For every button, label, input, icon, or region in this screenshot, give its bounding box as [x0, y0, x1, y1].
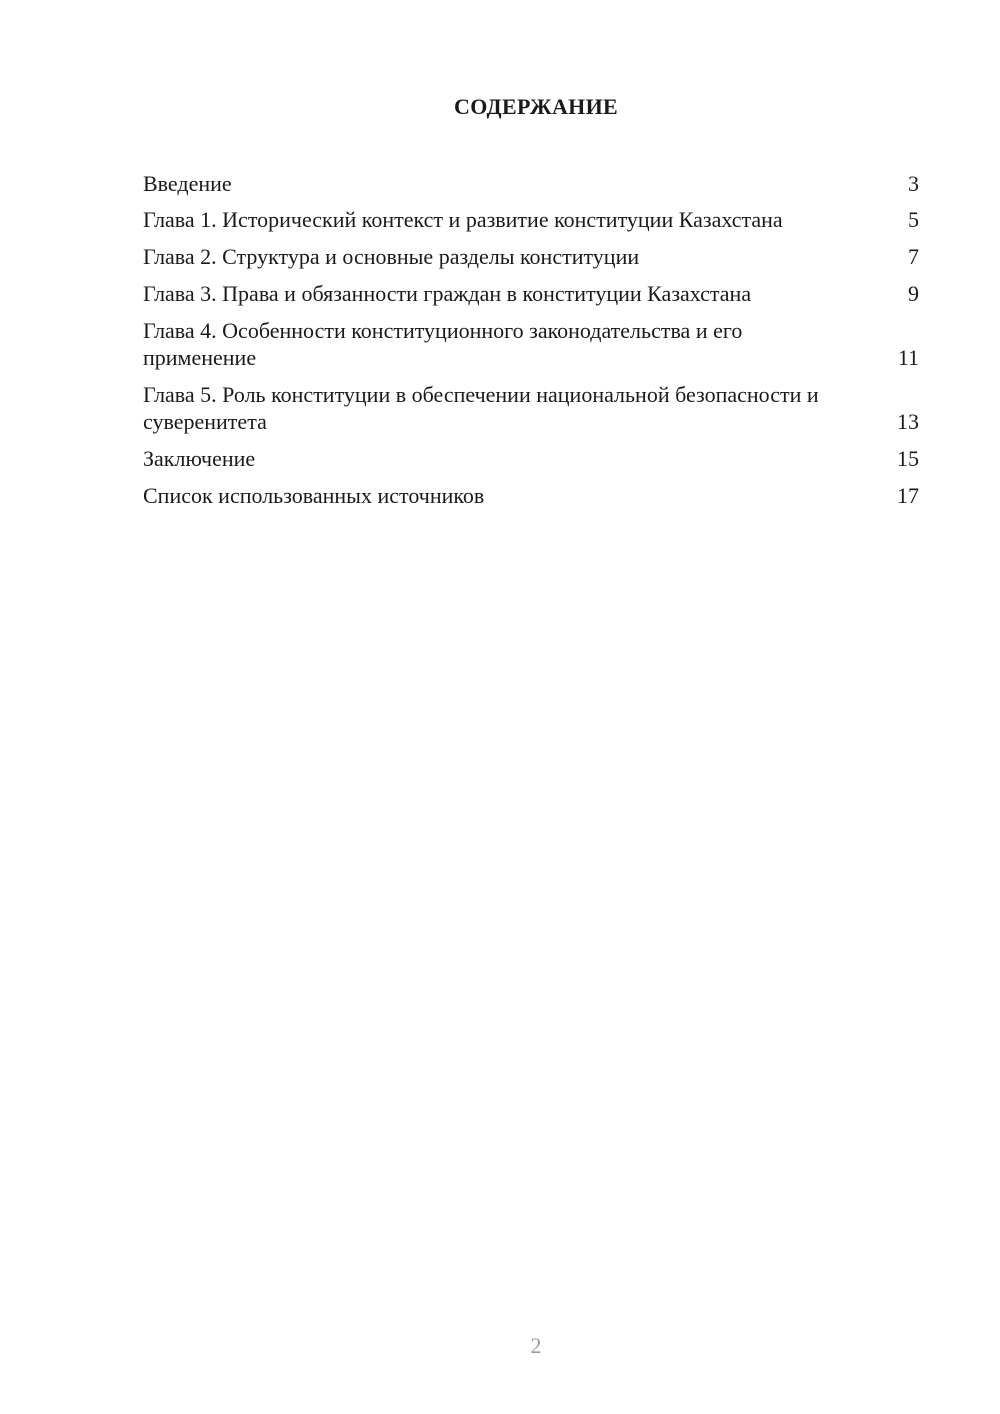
page-number: 2	[530, 1333, 542, 1358]
toc-entry-chapter-5[interactable]	[143, 381, 919, 435]
toc-entry-conclusion[interactable]	[143, 445, 919, 472]
toc-entry-chapter-3[interactable]	[143, 280, 919, 307]
toc-entry-page: 13	[897, 409, 919, 434]
toc-entry-page: 3	[908, 171, 919, 196]
toc-entry-page: 7	[908, 244, 919, 269]
toc-entry-label: Заключение	[143, 446, 256, 471]
toc-entry-chapter-2[interactable]	[143, 243, 919, 270]
toc-entry-label: Глава 3. Права и обязанности граждан в конституции Казахстана	[143, 281, 752, 306]
toc-entry-page: 11	[897, 345, 919, 370]
toc-entry-label: Глава 1. Исторический контекст и развитие конституции Казахстана	[143, 207, 783, 232]
page-title: СОДЕРЖАНИЕ	[454, 94, 618, 119]
toc-entry-page: 5	[908, 207, 919, 232]
toc-entry-chapter-1[interactable]	[143, 206, 919, 233]
toc-entry-chapter-4[interactable]	[143, 317, 919, 371]
toc-entry-label: Глава 2. Структура и основные разделы конституции	[143, 244, 640, 269]
toc-entry-references[interactable]	[143, 482, 919, 509]
toc-entry-label: Введение	[143, 171, 232, 196]
toc-entry-page: 15	[897, 446, 919, 471]
toc-entry-label: Глава 5. Роль конституции в обеспечении национальной безопасности и суверенитета	[143, 382, 819, 434]
table-of-contents	[143, 170, 919, 519]
toc-entry-page: 17	[897, 483, 919, 508]
toc-entry-label: Список использованных источников	[143, 483, 485, 508]
toc-entry-introduction[interactable]	[143, 170, 919, 197]
toc-entry-label: Глава 4. Особенности конституционного законодательства и его применение	[143, 318, 743, 370]
toc-entry-page: 9	[908, 281, 919, 306]
